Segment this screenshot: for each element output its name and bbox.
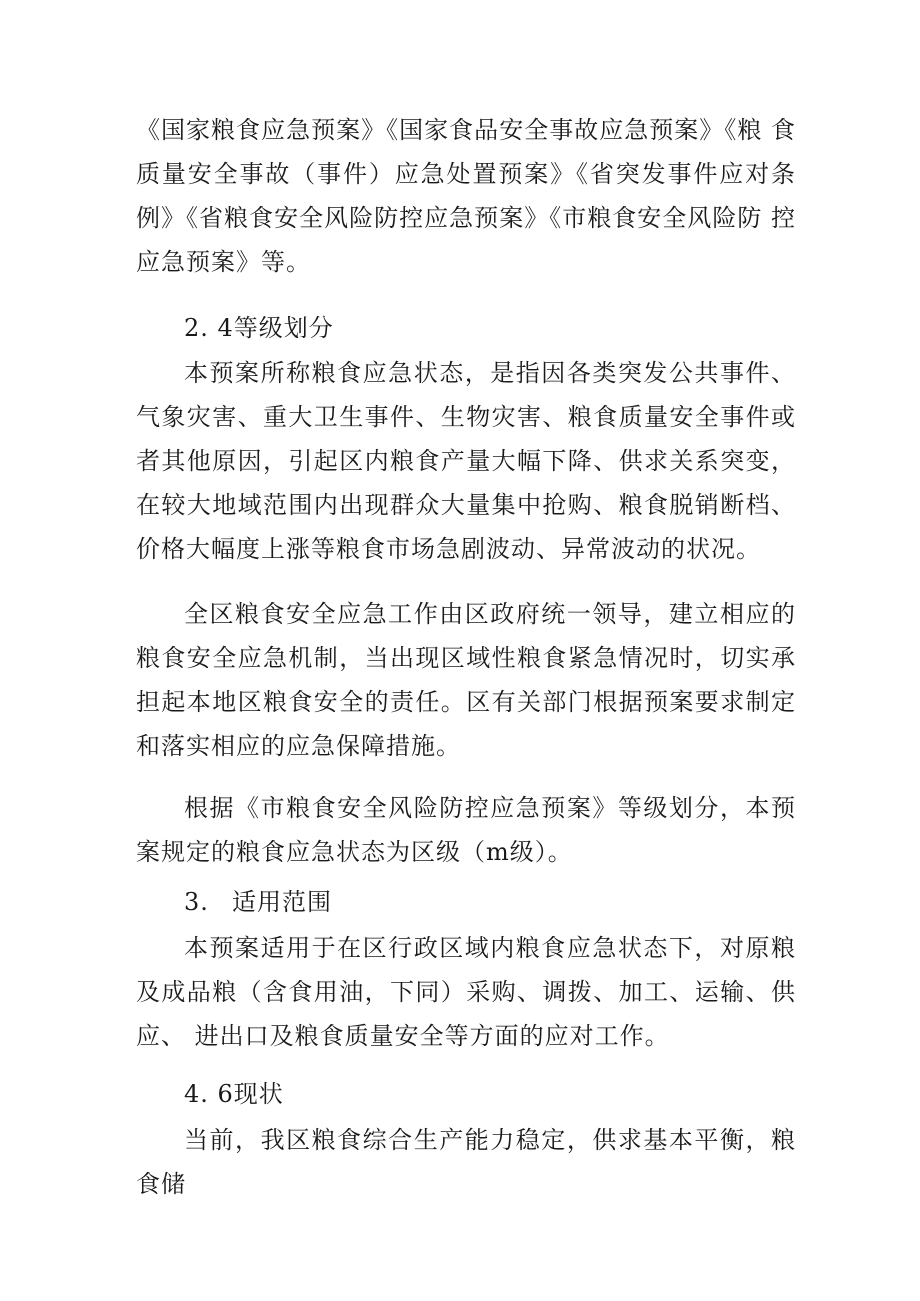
section-number: 3. [184,888,209,916]
section-number: 4. 6 [184,1080,234,1108]
paragraph-scope: 本预案适用于在区行政区域内粮食应急状态下，对原粮 及成品粮（含食用油，下同）采购、调拨、加工、运输、供应、 进出口及粮食质量安全等方面的应对工作。 [136,934,796,1050]
section-heading-4-6 [184,1072,284,1116]
paragraph-emergency-state-definition: 本预案所称粮食应急状态，是指因各类突发公共事件、 气象灾害、重大卫生事件、生物灾害、粮食质量安全事件或 者其他原因，引起区内粮食产量大幅下降、供求关系突变， 在较大地域范围内出现群众大量集中抢购、粮食脱销断档、 价格大幅度上涨等粮食市场急剧波动、异常波动的状况。 [136,359,796,563]
paragraph-references: 《国家粮食应急预案》《国家食品安全事故应急预案》《粮 食质量安全事故（事件）应急处置预案》《省突发事件应对条 例》《省粮食安全风险防控应急预案》《市粮食安全风险防 控应急预案》等。 [136,116,796,276]
paragraph-leadership: 全区粮食安全应急工作由区政府统一领导，建立相应的 粮食安全应急机制，当出现区域性粮食紧急情况时，切实承 担起本地区粮食安全的责任。区有关部门根据预案要求制定 和落实相应的应急保障措施。 [136,600,796,760]
paragraph-grading: 根据《市粮食安全风险防控应急预案》等级划分，本预 案规定的粮食应急状态为区级（m级）。 [136,794,796,866]
paragraph-current-status: 当前，我区粮食综合生产能力稳定，供求基本平衡，粮 食储 [136,1126,796,1198]
section-title: 现状 [233,1080,284,1108]
section-number: 2. 4 [184,314,234,342]
section-title: 等级划分 [233,314,334,342]
section-heading-3 [184,880,332,924]
section-heading-2-4 [184,306,334,350]
section-title: 适用范围 [232,888,332,916]
